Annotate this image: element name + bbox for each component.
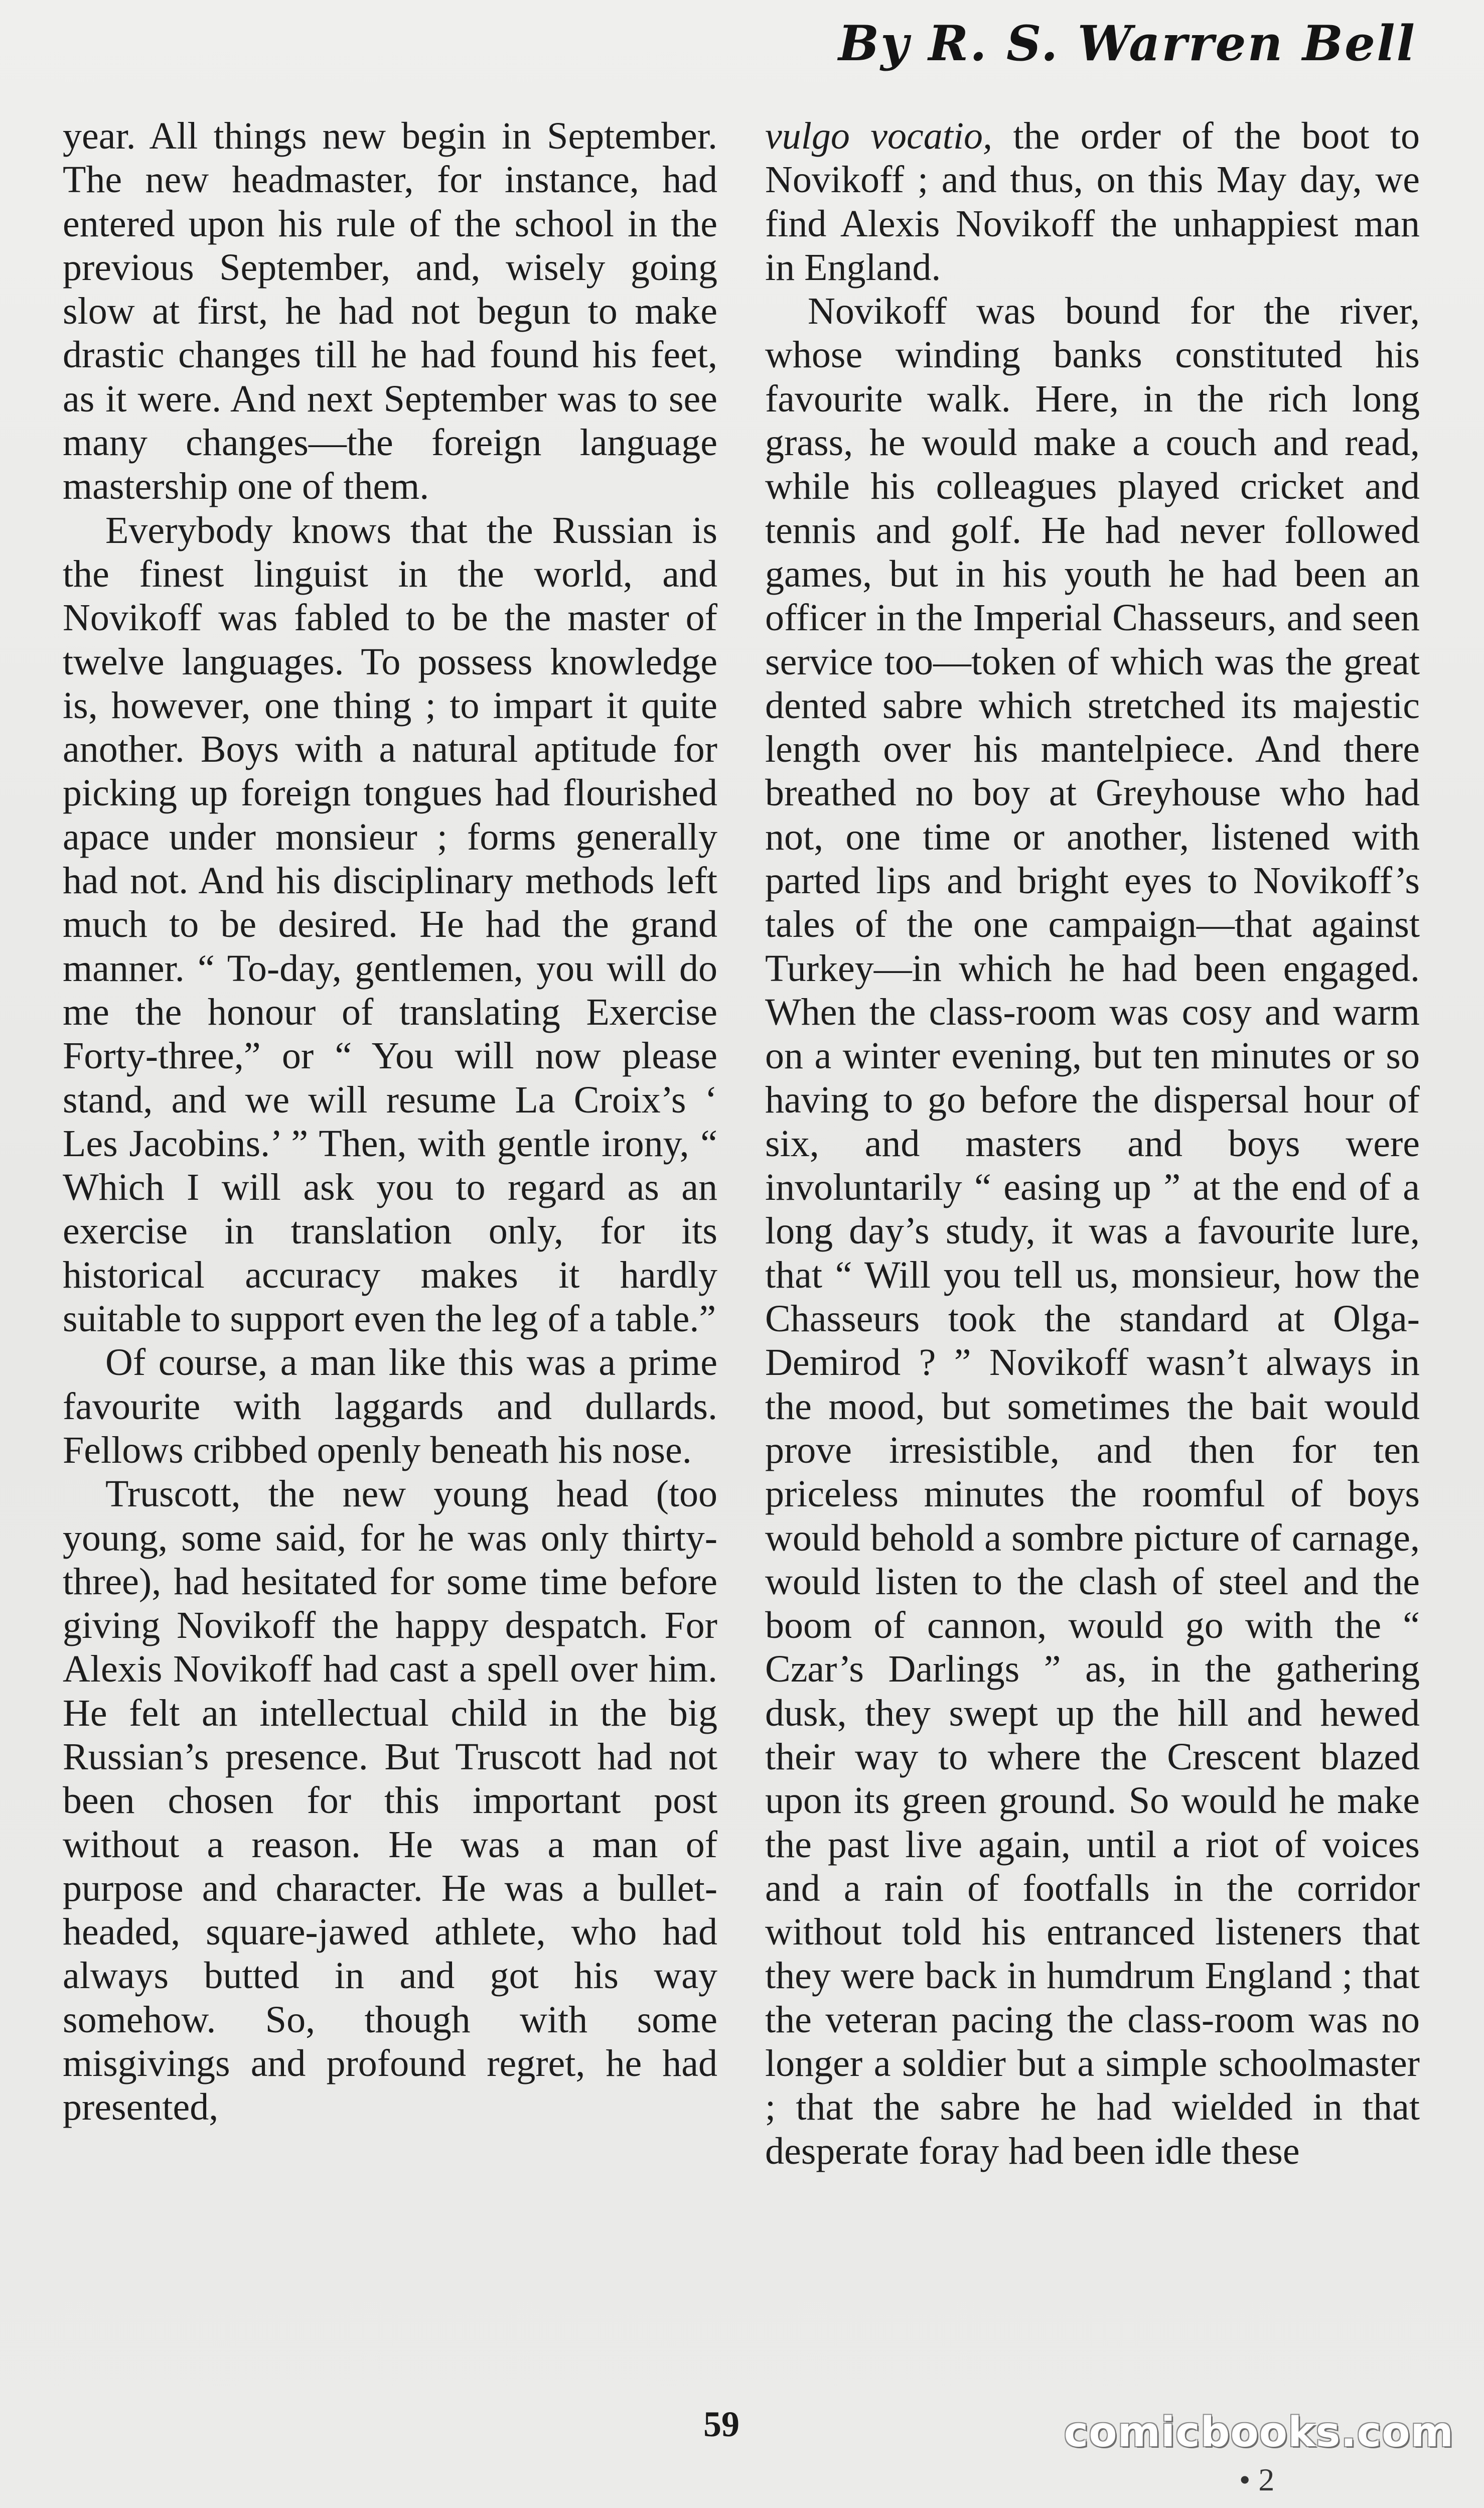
italic-phrase: vulgo vocatio,: [765, 115, 992, 157]
paragraph: Of course, a man like this was a prime favourite with laggards and dullards. Fellows cribbed openly beneath his nose.: [63, 1341, 717, 1471]
paragraph: Everybody knows that the Russian is the finest linguist in the world, and Novikoff was fabled to be the master of twelve languages. To possess knowledge is, however, one thing ; to impart it quite another. Boys with a natural aptitude for picking up foreign tongues had flourished apace under monsieur ; forms generally had not. And his disciplinary methods left much to be desired. He had the grand manner. “ To-day, gentlemen, you will do me the honour of translating Exercise Forty-three,” or “ You will now please stand, and we will resume La Croix’s ‘ Les Jacobins.’ ” Then, with gentle irony, “ Which I will ask you to regard as an exercise in translation only, for its historical accuracy makes it hardly suitable to support even the leg of a table.”: [63, 509, 717, 1340]
site-watermark: comicbooks.com: [1064, 2409, 1454, 2456]
paragraph: Novikoff was bound for the river, whose winding banks constituted his favourite walk. Here, in the rich long grass, he would make a couch and read, while his colleagues played cricket and tennis and golf. He had never followed games, but in his youth he had been an officer in the Imperial Chasseurs, and seen service too—token of which was the great dented sabre which stretched its majestic length over his mantelpiece. And there breathed no boy at Greyhouse who had not, one time or another, listened with parted lips and bright eyes to Novikoff’s tales of the one campaign—that against Turkey—in which he had been engaged. When the class-room was cosy and warm on a winter evening, but ten minutes or so having to go before the dispersal hour of six, and masters and boys were involuntarily “ easing up ” at the end of a long day’s study, it was a favourite lure, that “ Will you tell us, monsieur, how the Chasseurs took the standard at Olga-Demirod ? ” Novikoff wasn’t always in the mood, but sometimes the bait would prove irresistible, and then for ten priceless minutes the roomful of boys would behold a sombre picture of carnage, would listen to the clash of steel and the boom of cannon, would go with the “ Czar’s Darlings ” as, in the gathering dusk, they swept up the hill and hewed their way to where the Crescent blazed upon its green ground. So would he make the past live again, until a riot of voices and a rain of footfalls in the corridor without told his entranced listeners that they were back in humdrum England ; that the veteran pacing the class-room was no longer a soldier but a simple schoolmaster ; that the sabre he had wielded in that desperate foray had been idle these: [765, 290, 1420, 2172]
page-number: 59: [703, 2404, 739, 2444]
paragraph: [765, 114, 1420, 290]
author-byline: By R. S. Warren Bell: [838, 15, 1416, 72]
paragraph-text: the order of the boot to Novikoff ; and thus, on this May day, we find Alexis Novikoff the unhappiest man in England.: [765, 115, 1420, 289]
right-text-column: [765, 114, 1420, 2413]
paragraph: year. All things new begin in September. The new headmaster, for instance, had entered upon his rule of the school in the previous September, and, wisely going slow at first, he had not begun to make drastic changes till he had found his feet, as it were. And next September was to see many changes—the foreign language mastership one of them.: [63, 115, 717, 508]
paragraph: Truscott, the new young head (too young, some said, for he was only thirty-three), had hesitated for some time before giving Novikoff the happy despatch. For Alexis Novikoff had cast a spell over him. He felt an intellectual child in the big Russian’s presence. But Truscott had not been chosen for this important post without a reason. He was a man of purpose and character. He was a bullet-headed, square-jawed athlete, who had always butted in and got his way somehow. So, though with some misgivings and profound regret, he had presented,: [63, 1473, 717, 2129]
column-gutter: [741, 118, 742, 2401]
corner-mark: • 2: [1239, 2462, 1275, 2497]
left-text-column: [63, 114, 717, 2413]
